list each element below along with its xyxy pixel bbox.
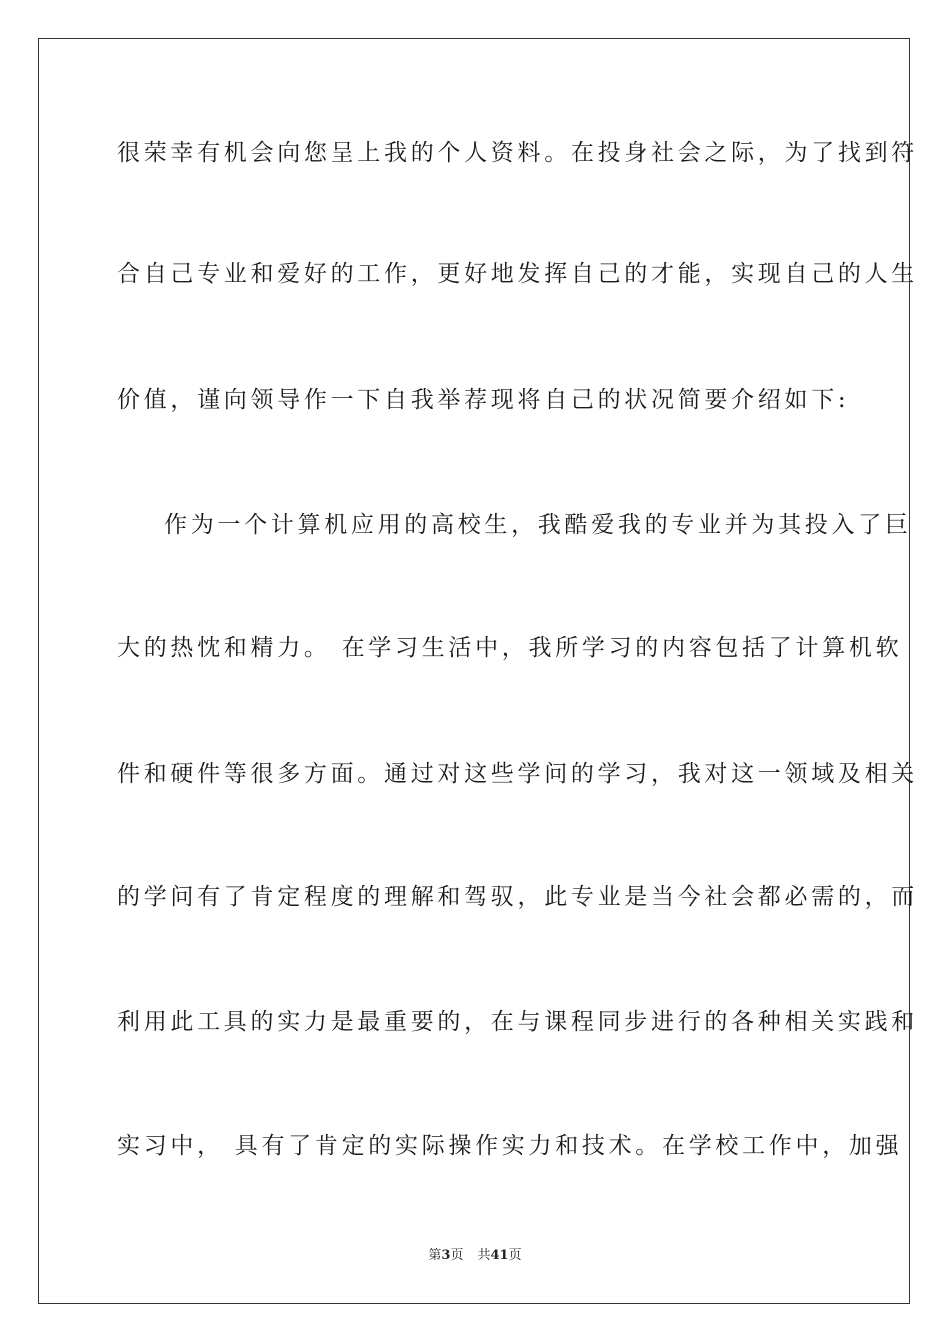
total-pages: 41 [490,1248,509,1263]
body-line-4: 作为一个计算机应用的高校生，我酷爱我的专业并为其投入了巨 [164,512,912,538]
body-line-3: 价值，谨向领导作一下自我举荐现将自己的状况简要介绍如下: [117,387,850,413]
page-footer [0,1247,950,1265]
body-line-7: 的学问有了肯定程度的理解和驾驭，此专业是当今社会都必需的，而 [117,884,918,910]
page-suffix: 页 [450,1248,464,1263]
body-line-9: 实习中， 具有了肯定的实际操作实力和技术。在学校工作中，加强 [117,1133,903,1159]
page-number: 3 [441,1248,451,1263]
total-suffix: 页 [508,1248,522,1263]
page-prefix: 第 [428,1248,442,1263]
body-line-2: 合自己专业和爱好的工作，更好地发挥自己的才能，实现自己的人生 [117,261,918,287]
total-prefix: 共 [477,1248,491,1263]
page-border [38,38,918,1304]
body-line-1: 很荣幸有机会向您呈上我的个人资料。在投身社会之际，为了找到符 [117,140,918,166]
body-line-5: 大的热忱和精力。 在学习生活中，我所学习的内容包括了计算机软 [117,635,903,661]
body-line-8: 利用此工具的实力是最重要的，在与课程同步进行的各种相关实践和 [117,1009,918,1035]
body-line-6: 件和硬件等很多方面。通过对这些学问的学习，我对这一领域及相关 [117,761,918,787]
